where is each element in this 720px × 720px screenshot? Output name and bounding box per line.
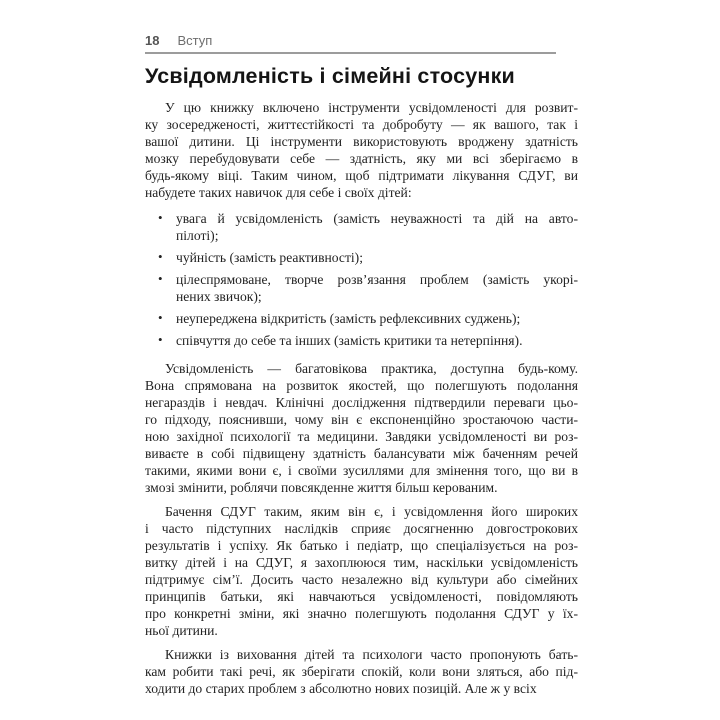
text-line: набудете таких навичок для себе і своїх дітей: [145, 185, 412, 200]
running-title: Вступ [177, 33, 213, 48]
bullet-list [145, 210, 578, 349]
text-line: Книжки із виховання дітей та психологи часто пропонують бать- [165, 647, 578, 662]
chapter-heading: Усвідомленість і сімейні стосунки [145, 64, 515, 88]
list-item-text [176, 332, 578, 349]
list-item [145, 271, 578, 305]
text-line: цілеспрямоване, творче розв’язання проблем (замість укорі- [176, 272, 578, 287]
text-line: неупереджена відкритість (замість рефлексивних суджень); [176, 311, 521, 326]
paragraph [145, 503, 578, 639]
text-line: Бачення СДУГ таким, яким він є, і усвідомлення його широких [165, 504, 578, 519]
text-line: ньої дитини. [145, 623, 218, 638]
text-line: співчуття до себе та інших (замість критики та нетерпіння). [176, 333, 523, 348]
text-line: ходити до старих проблем з абсолютно нових позицій. Але ж у всіх [145, 681, 537, 696]
text-line: пілоті); [176, 228, 219, 243]
list-item [145, 310, 578, 327]
list-item-text [176, 210, 578, 244]
text-line: результатів і успіху. Як батько і педіатр, що спеціалізується на роз- [145, 538, 578, 553]
paragraph [145, 99, 578, 201]
paragraph [145, 646, 578, 697]
text-line: про конкретні зміни, які значно полегшують подолання СДУГ у їх- [145, 606, 578, 621]
page-body [145, 99, 578, 697]
text-line: Вона спрямована на розвиток якостей, що полегшують подолання [145, 378, 578, 393]
paragraph [145, 360, 578, 496]
bullet-marker: • [158, 332, 163, 347]
page-number: 18 [145, 33, 160, 48]
list-item-text [176, 310, 578, 327]
bullet-marker: • [158, 271, 163, 286]
list-item [145, 210, 578, 244]
list-item-text [176, 249, 578, 266]
text-line: чуйність (замість реактивності); [176, 250, 363, 265]
text-line: такими, якими вони є, і своїми зусиллями для змінення того, що ви в [145, 463, 578, 478]
list-item [145, 332, 578, 349]
text-line: будь-якому віці. Таким чином, щоб підтримати лікування СДУГ, ви [145, 168, 578, 183]
bullet-marker: • [158, 249, 163, 264]
list-item [145, 249, 578, 266]
text-line: кам робити такі речі, як зберігати спокій, коли вони зляться, або під- [145, 664, 578, 679]
bullet-marker: • [158, 310, 163, 325]
header-rule [145, 52, 556, 54]
text-line: вашої дитини. Ці інструменти використовують вроджену здатність [145, 134, 578, 149]
text-line: ку зосередженості, життєстійкості та добробуту — як вашого, так і [145, 117, 578, 132]
text-line: витку дітей і на СДУГ, я захоплююся тим, наскільки усвідомленість [145, 555, 578, 570]
page-content [145, 33, 578, 697]
text-line: змозі змінити, роблячи повсякденне життя більш керованим. [145, 480, 498, 495]
text-line: підтримує сім’ї. Досить часто незалежно від культури або сімейних [145, 572, 578, 587]
text-line: мозку перебудовувати себе — здатність, яку ми всі зберігаємо в [145, 151, 578, 166]
text-line: негараздів і невдач. Клінічні дослідження підтвердили переваги цьо- [145, 395, 578, 410]
text-line: принципів батьки, які навчаються усвідомленості, повідомляють [145, 589, 578, 604]
text-line: увага й усвідомленість (замість неуважності та дій на авто- [176, 211, 578, 226]
text-line: нених звичок); [176, 289, 262, 304]
list-item-text [176, 271, 578, 305]
text-line: го підходу, пояснивши, чому він є експоненційно зростаючою части- [145, 412, 578, 427]
text-line: виваєте в собі підвищену здатність балансувати між баченням речей [145, 446, 578, 461]
page-header [145, 33, 578, 49]
text-line: У цю книжку включено інструменти усвідомленості для розвит- [165, 100, 578, 115]
text-line: і часто підступних наслідків сприяє досягненню довгострокових [145, 521, 578, 536]
text-line: Усвідомленість — багатовікова практика, доступна будь-кому. [165, 361, 578, 376]
text-line: ною західної психології та медицини. Завдяки усвідомленості ви роз- [145, 429, 578, 444]
bullet-marker: • [158, 210, 163, 225]
